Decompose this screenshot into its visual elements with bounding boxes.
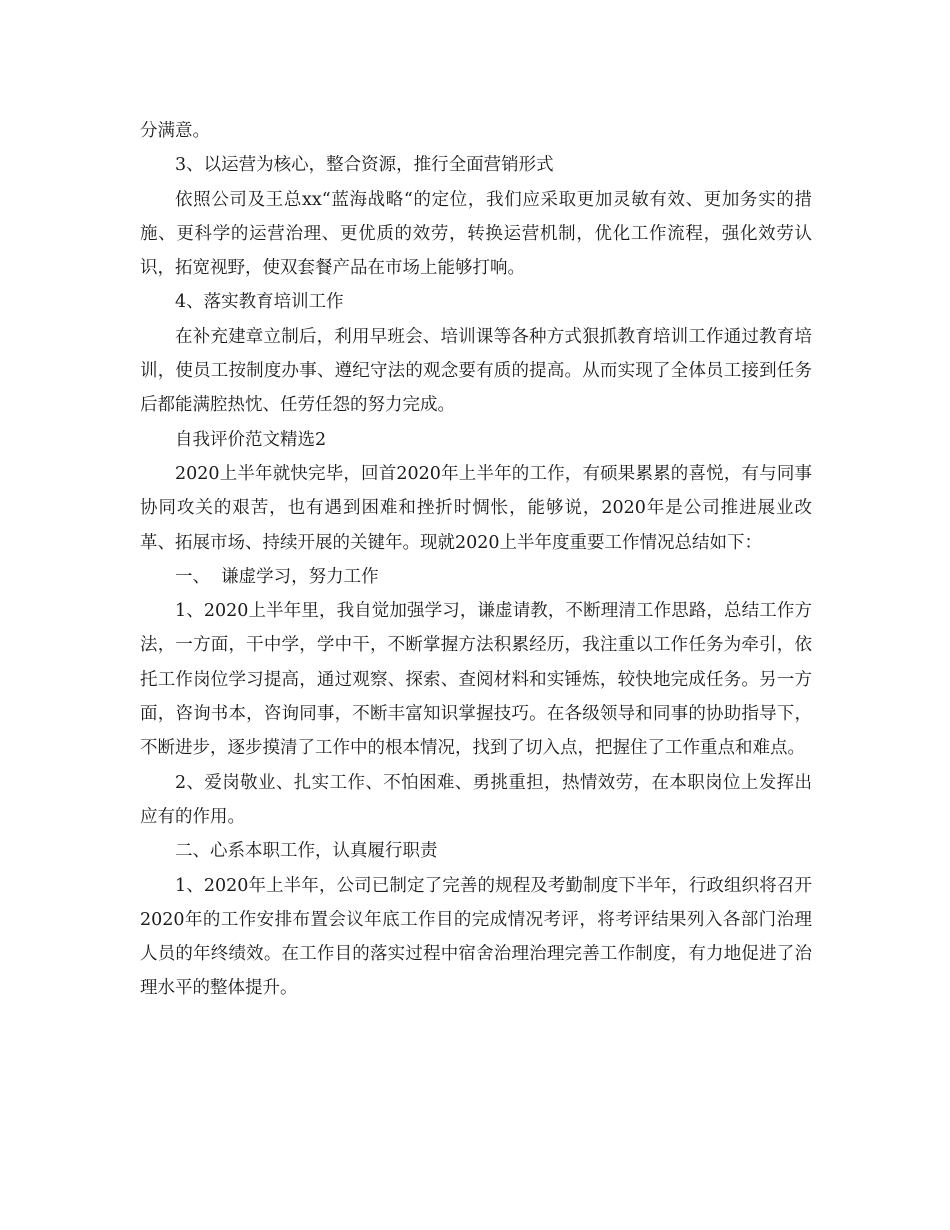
section-heading-4: 4、落实教育培训工作: [175, 292, 344, 313]
document-body: [140, 114, 812, 1006]
paragraph-body: 在补充建章立制后，利用早班会、培训课等各种方式狠抓教育培训工作通过教育培训，使员工按制度办事、遵纪守法的观念要有质的提高。从而实现了全体员工接到任务后都能满腔热忱、任劳任怨的努力完成。: [140, 326, 812, 416]
paragraph-body: 2020上半年就快完毕，回首2020年上半年的工作，有硕果累累的喜悦，有与同事协同攻关的艰苦，也有遇到困难和挫折时惆怅，能够说，2020年是公司推进展业改革、拓展市场、持续开展的关键年。现就2020上半年度重要工作情况总结如下：: [140, 463, 812, 553]
article-title: 自我评价范文精选2: [175, 429, 327, 450]
paragraph-body: 1、2020年上半年，公司已制定了完善的规程及考勤制度下半年，行政组织将召开2020年的工作安排布置会议年底工作目的完成情况考评，将考评结果列入各部门治理人员的年终绩效。在工作目的落实过程中宿舍治理治理完善工作制度，有力地促进了治理水平的整体提升。: [140, 875, 812, 999]
section-heading-2: 二、心系本职工作，认真履行职责: [175, 841, 438, 862]
paragraph-body: 1、2020上半年里，我自觉加强学习，谦虚请教，不断理清工作思路，总结工作方法，一方面，干中学，学中干，不断掌握方法积累经历，我注重以工作任务为牵引，依托工作岗位学习提高，通过观察、探索、查阅材料和实锤炼，较快地完成任务。另一方面，咨询书本，咨询同事，不断丰富知识掌握技巧。在各级领导和同事的协助指导下，不断进步，逐步摸清了工作中的根本情况，找到了切入点，把握住了工作重点和难点。: [140, 601, 812, 759]
paragraph-continuation: 分满意。: [140, 121, 210, 141]
section-heading-3: 3、以运营为核心，整合资源，推行全面营销形式: [175, 155, 554, 176]
paragraph-body: 依照公司及王总xx“蓝海战略“的定位，我们应采取更加灵敏有效、更加务实的措施、更科学的运营治理、更优质的效劳，转换运营机制，优化工作流程，强化效劳认识，拓宽视野，使双套餐产品在市场上能够打响。: [140, 189, 812, 279]
paragraph-body: 2、爱岗敬业、扎实工作、不怕困难、勇挑重担，热情效劳，在本职岗位上发挥出应有的作用。: [140, 772, 812, 827]
section-heading-1: 一、 谦虚学习，努力工作: [175, 566, 379, 587]
